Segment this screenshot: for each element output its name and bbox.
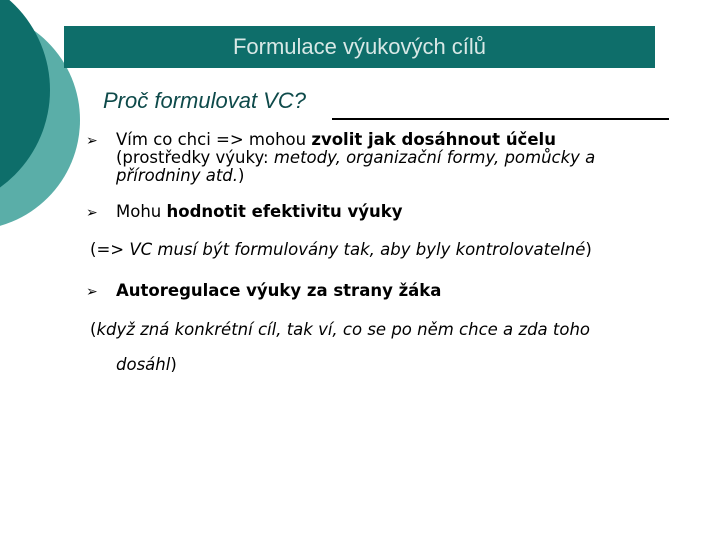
bullet-arrow-icon: ➢ — [86, 133, 98, 149]
bullet-arrow-icon: ➢ — [86, 205, 98, 221]
subtitle-underline — [332, 118, 669, 120]
slide-subtitle: Proč formulovat VC? — [103, 88, 306, 113]
list-item-2: Mohu hodnotit efektivitu výuky — [116, 202, 403, 221]
list-item-1: Vím co chci => mohou zvolit jak dosáhnout účelu (prostředky výuky: metody, organizační formy, pomůcky a přírodniny atd.) — [116, 130, 596, 185]
note-paragraph-1: (=> VC musí být formulovány tak, aby byly kontrolovatelné) — [90, 240, 592, 259]
bullet-arrow-icon: ➢ — [86, 284, 98, 300]
note-paragraph-2-continued: dosáhl) — [116, 355, 177, 374]
note-paragraph-2: (když zná konkrétní cíl, tak ví, co se po něm chce a zda toho — [90, 320, 591, 339]
list-item-3: Autoregulace výuky za strany žáka — [116, 281, 442, 300]
slide-title: Formulace výukových cílů — [64, 26, 655, 68]
